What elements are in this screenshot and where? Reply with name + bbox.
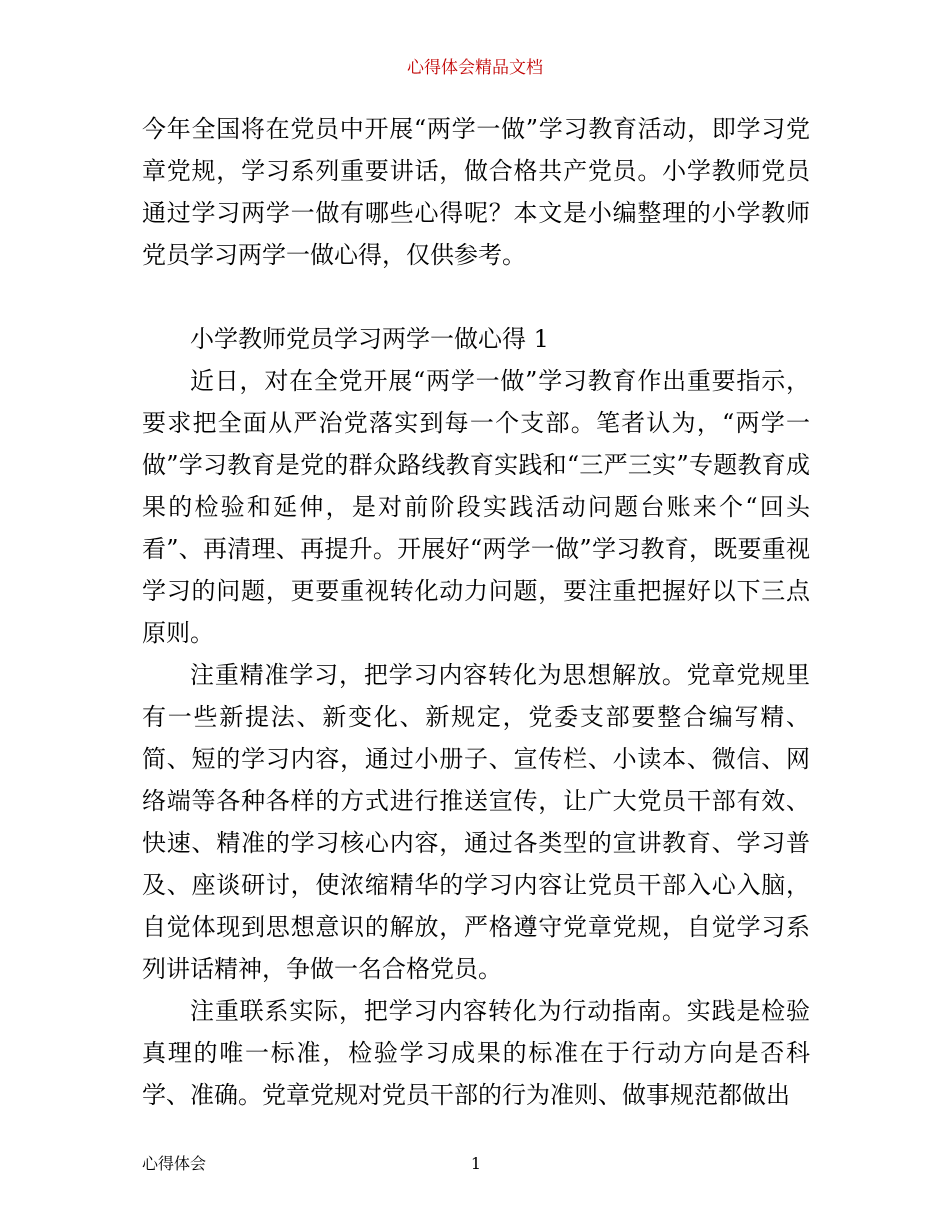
page-number: 1	[470, 1154, 482, 1173]
footer-label: 心得体会	[142, 1154, 207, 1173]
body-paragraph-2: 注重精准学习，把学习内容转化为思想解放。党章党规里有一些新提法、新变化、新规定，党委支部要整合编写精、简、短的学习内容，通过小册子、宣传栏、小读本、微信、网络端等各种各样的方式进行推送宣传，让广大党员干部有效、快速、精准的学习核心内容，通过各类型的宣讲教育、学习普及、座谈研讨，使浓缩精华的学习内容让党员干部入心入脑，自觉体现到思想意识的解放，严格遵守党章党规，自觉学习系列讲话精神，争做一名合格党员。	[142, 661, 810, 983]
body-paragraph-1: 近日，对在全党开展“两学一做”学习教育作出重要指示，要求把全面从严治党落实到每一个支部。笔者认为，“两学一做”学习教育是党的群众路线教育实践和“三严三实”专题教育成果的检验和延伸，是对前阶段实践活动问题台账来个“回头看”、再清理、再提升。开展好“两学一做”学习教育，既要重视学习的问题，更要重视转化动力问题，要注重把握好以下三点原则。	[142, 367, 810, 647]
document-body	[142, 108, 810, 1116]
intro-paragraph: 今年全国将在党员中开展“两学一做”学习教育活动，即学习党章党规，学习系列重要讲话，做合格共产党员。小学教师党员通过学习两学一做有哪些心得呢？本文是小编整理的小学教师党员学习两学一做心得，仅供参考。	[142, 115, 810, 269]
section-title: 小学教师党员学习两学一做心得 1	[190, 325, 549, 353]
page-footer	[142, 1152, 810, 1176]
paragraph-spacer	[142, 276, 810, 318]
body-paragraph-3: 注重联系实际，把学习内容转化为行动指南。实践是检验真理的唯一标准，检验学习成果的标准在于行动方向是否科学、准确。党章党规对党员干部的行为准则、做事规范都做出	[142, 997, 810, 1109]
page-header: 心得体会精品文档	[407, 58, 543, 78]
